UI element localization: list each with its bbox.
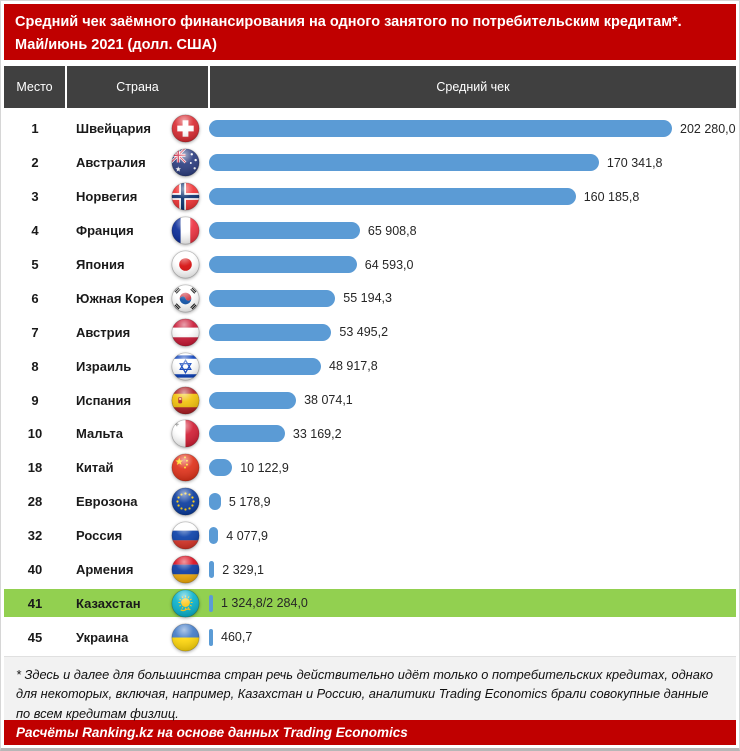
country-name: Казахстан	[76, 595, 141, 611]
country-name: Россия	[76, 528, 123, 544]
value-bar	[209, 358, 321, 375]
bar-zone	[209, 561, 736, 578]
flag-australia-icon	[161, 148, 209, 177]
flag-kazakhstan-icon	[161, 589, 209, 618]
rank-cell: 41	[27, 595, 43, 611]
value-bar	[209, 154, 599, 171]
chart-title-line1: Средний чек заёмного финансирования на одного занятого по потребительским кредитам*.	[15, 14, 682, 30]
value-bar	[209, 595, 213, 612]
value-label: 1 324,8/2 284,0	[221, 596, 308, 611]
value-bar	[209, 629, 213, 646]
flag-switzerland-icon	[161, 114, 209, 143]
value-label: 170 341,8	[606, 155, 663, 170]
table-row	[4, 146, 736, 180]
country-name: Китай	[76, 460, 114, 476]
rank-cell: 10	[27, 426, 43, 442]
bar-zone	[209, 256, 736, 273]
table-row	[4, 485, 736, 519]
flag-armenia-icon	[161, 555, 209, 584]
value-label: 202 280,0	[680, 121, 736, 136]
bar-zone	[209, 222, 736, 239]
bar-zone	[209, 493, 736, 510]
rank-cell: 6	[31, 290, 39, 306]
bar-zone	[209, 595, 736, 612]
country-name: Франция	[76, 223, 134, 239]
value-bar	[209, 425, 285, 442]
country-name: Швейцария	[76, 121, 152, 137]
ranking-rows	[4, 112, 736, 654]
table-header	[4, 66, 736, 108]
table-row	[4, 451, 736, 485]
table-row	[4, 112, 736, 146]
value-label: 2 329,1	[222, 562, 265, 577]
country-name: Украина	[76, 629, 129, 645]
flag-japan-icon	[161, 250, 209, 279]
table-row	[4, 214, 736, 248]
flag-south-korea-icon	[161, 284, 209, 313]
value-label: 53 495,2	[339, 325, 389, 340]
flag-malta-icon	[161, 419, 209, 448]
rank-cell: 18	[27, 460, 43, 476]
country-name: Израиль	[76, 358, 132, 374]
value-label: 160 185,8	[583, 189, 640, 204]
bar-zone	[209, 459, 736, 476]
value-bar	[209, 527, 218, 544]
country-name: Армения	[76, 562, 134, 578]
country-name: Еврозона	[76, 494, 138, 510]
table-row	[4, 553, 736, 587]
bar-zone	[209, 120, 736, 137]
rank-cell: 28	[27, 494, 43, 510]
bar-zone	[209, 425, 736, 442]
bar-zone	[209, 392, 736, 409]
country-name: Австрия	[76, 324, 131, 340]
flag-spain-icon	[161, 386, 209, 415]
flag-russia-icon	[161, 521, 209, 550]
flag-israel-icon	[161, 352, 209, 381]
flag-eurozone-icon	[161, 487, 209, 516]
country-name: Мальта	[76, 426, 123, 442]
bar-zone	[209, 629, 736, 646]
country-name: Южная Корея	[76, 290, 164, 306]
bar-zone	[209, 324, 736, 341]
title-banner	[4, 4, 736, 60]
bar-zone	[209, 358, 736, 375]
value-label: 65 908,8	[367, 223, 417, 238]
value-label: 38 074,1	[304, 393, 353, 408]
country-name: Норвегия	[76, 189, 138, 205]
flag-norway-icon	[161, 182, 209, 211]
bar-zone	[209, 188, 736, 205]
rank-cell: 40	[27, 562, 43, 578]
country-name: Испания	[76, 392, 132, 408]
value-bar	[209, 290, 335, 307]
value-label: 55 194,3	[343, 291, 392, 306]
country-name: Австралия	[76, 155, 146, 171]
value-bar	[209, 256, 357, 273]
flag-china-icon	[161, 453, 209, 482]
chart-title-line2: Май/июнь 2021 (долл. США)	[15, 37, 217, 54]
rank-cell: 4	[31, 223, 39, 239]
value-bar	[209, 459, 232, 476]
value-bar	[209, 324, 331, 341]
footnote-text: * Здесь и далее для большинства стран речь действительно идёт только о потребительских кредитах, однако для некоторых, включая, например, Казахстан и Россию, аналитики Trading Economics брали совокупные данные по всем кредитам физлиц.	[4, 656, 736, 720]
value-bar	[209, 188, 576, 205]
table-row	[4, 586, 736, 620]
column-header-country: Страна	[67, 66, 208, 108]
value-label: 64 593,0	[364, 257, 414, 272]
table-row	[4, 417, 736, 451]
flag-austria-icon	[161, 318, 209, 347]
table-row	[4, 349, 736, 383]
rank-cell: 3	[31, 189, 39, 205]
value-label: 33 169,2	[292, 426, 342, 441]
value-bar	[209, 561, 214, 578]
column-header-rank: Место	[4, 66, 65, 108]
table-row	[4, 383, 736, 417]
table-row	[4, 281, 736, 315]
bar-zone	[209, 290, 736, 307]
flag-ukraine-icon	[161, 623, 209, 652]
table-row	[4, 519, 736, 553]
rank-cell: 45	[27, 629, 43, 645]
table-row	[4, 315, 736, 349]
value-label: 5 178,9	[228, 494, 271, 509]
rank-cell: 1	[31, 121, 39, 137]
value-label: 48 917,8	[329, 359, 378, 374]
rank-cell: 9	[31, 392, 39, 408]
source-bar: Расчёты Ranking.kz на основе данных Trading Economics	[4, 720, 736, 745]
rank-cell: 8	[31, 358, 39, 374]
value-bar	[209, 222, 360, 239]
bar-zone	[209, 154, 736, 171]
rank-cell: 7	[31, 324, 39, 340]
value-bar	[209, 120, 672, 137]
rank-cell: 32	[27, 528, 43, 544]
column-header-value: Средний чек	[210, 66, 736, 108]
table-row	[4, 248, 736, 282]
rank-cell: 5	[31, 257, 39, 272]
country-name: Япония	[76, 257, 125, 272]
table-row	[4, 620, 736, 654]
rank-cell: 2	[31, 155, 39, 171]
bar-zone	[209, 527, 736, 544]
value-label: 10 122,9	[240, 460, 289, 475]
value-bar	[209, 392, 296, 409]
value-bar	[209, 493, 221, 510]
value-label: 4 077,9	[226, 528, 269, 543]
value-label: 460,7	[221, 630, 253, 645]
flag-france-icon	[161, 216, 209, 245]
table-row	[4, 180, 736, 214]
